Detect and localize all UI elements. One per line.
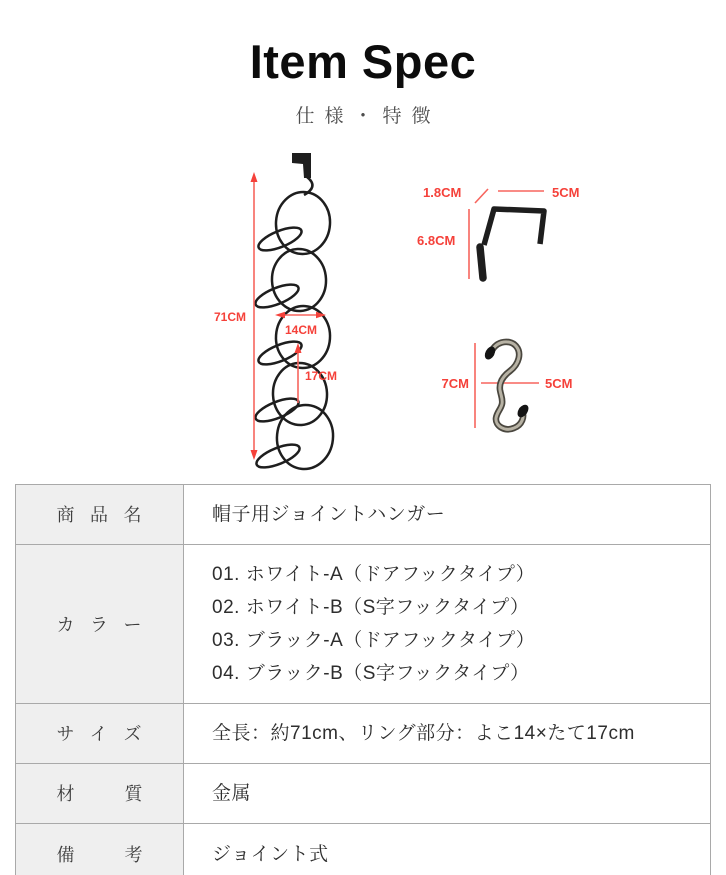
spec-value-material: 金属 <box>212 782 252 804</box>
spec-value-cell <box>184 484 711 544</box>
dim-label-ring-width: 14CM <box>284 322 318 337</box>
spec-color-option-4: 04. ブラック-B（S字フックタイプ） <box>212 662 530 684</box>
product-diagrams <box>0 144 726 482</box>
page-title: Item Spec <box>249 35 477 88</box>
spec-table <box>15 484 711 875</box>
spec-value-note: ジョイント式 <box>212 843 329 865</box>
dim-label-hook-height: 6.8CM <box>417 232 456 248</box>
door-hook-body <box>484 209 544 245</box>
spec-row-material <box>16 763 711 823</box>
dim-label-shook-width: 5CM <box>545 375 573 391</box>
spec-color-option-1: 01. ホワイト-A（ドアフックタイプ） <box>212 563 536 585</box>
dim-label-total-length: 71CM <box>214 309 247 324</box>
dim-label-hook-depth: 1.8CM <box>423 184 462 200</box>
s-hook-diagram <box>423 330 605 458</box>
spec-value-cell <box>184 763 711 823</box>
dim-label-hook-top-width: 5CM <box>552 184 580 200</box>
spec-label-cell <box>16 763 184 823</box>
spec-value-cell <box>184 823 711 875</box>
spec-row-product-name <box>16 484 711 544</box>
hanger-top-hook <box>292 153 311 178</box>
spec-row-note <box>16 823 711 875</box>
dim-label-ring-height: 17CM <box>305 368 338 383</box>
spec-row-color <box>16 544 711 703</box>
dim-arrow-left <box>275 311 285 317</box>
dim-arrow-up <box>251 172 258 182</box>
spec-label-size: サイズ <box>56 724 143 745</box>
spec-value-product-name: 帽子用ジョイントハンガー <box>212 503 446 525</box>
s-hook-metal-core <box>491 342 523 429</box>
dim-arrow-down <box>251 450 258 460</box>
spec-label-cell <box>16 544 184 703</box>
spec-label-product-name: 商品名 <box>56 505 143 526</box>
door-hook-front-prong <box>480 247 483 278</box>
header <box>0 0 726 128</box>
spec-label-note: 備考 <box>56 845 143 866</box>
spec-color-option-2: 02. ホワイト-B（S字フックタイプ） <box>212 596 530 618</box>
spec-row-size <box>16 703 711 763</box>
page-subtitle: 仕様・特徴 <box>295 105 441 127</box>
spec-label-cell <box>16 823 184 875</box>
spec-value-size: 全長：約71cm、リング部分：よこ14×たて17cm <box>212 722 635 744</box>
spec-label-cell <box>16 484 184 544</box>
spec-label-material: 材質 <box>56 784 143 805</box>
spec-color-option-3: 03. ブラック-A（ドアフックタイプ） <box>212 629 536 651</box>
dim-label-shook-height: 7CM <box>441 375 469 391</box>
door-hook-diagram <box>413 176 595 328</box>
hanger-diagram <box>208 144 390 482</box>
spec-value-cell <box>184 703 711 763</box>
dim-tick-hook-depth <box>475 189 488 203</box>
spec-value-cell <box>184 544 711 703</box>
spec-label-color: カラー <box>56 614 143 635</box>
spec-label-cell <box>16 703 184 763</box>
